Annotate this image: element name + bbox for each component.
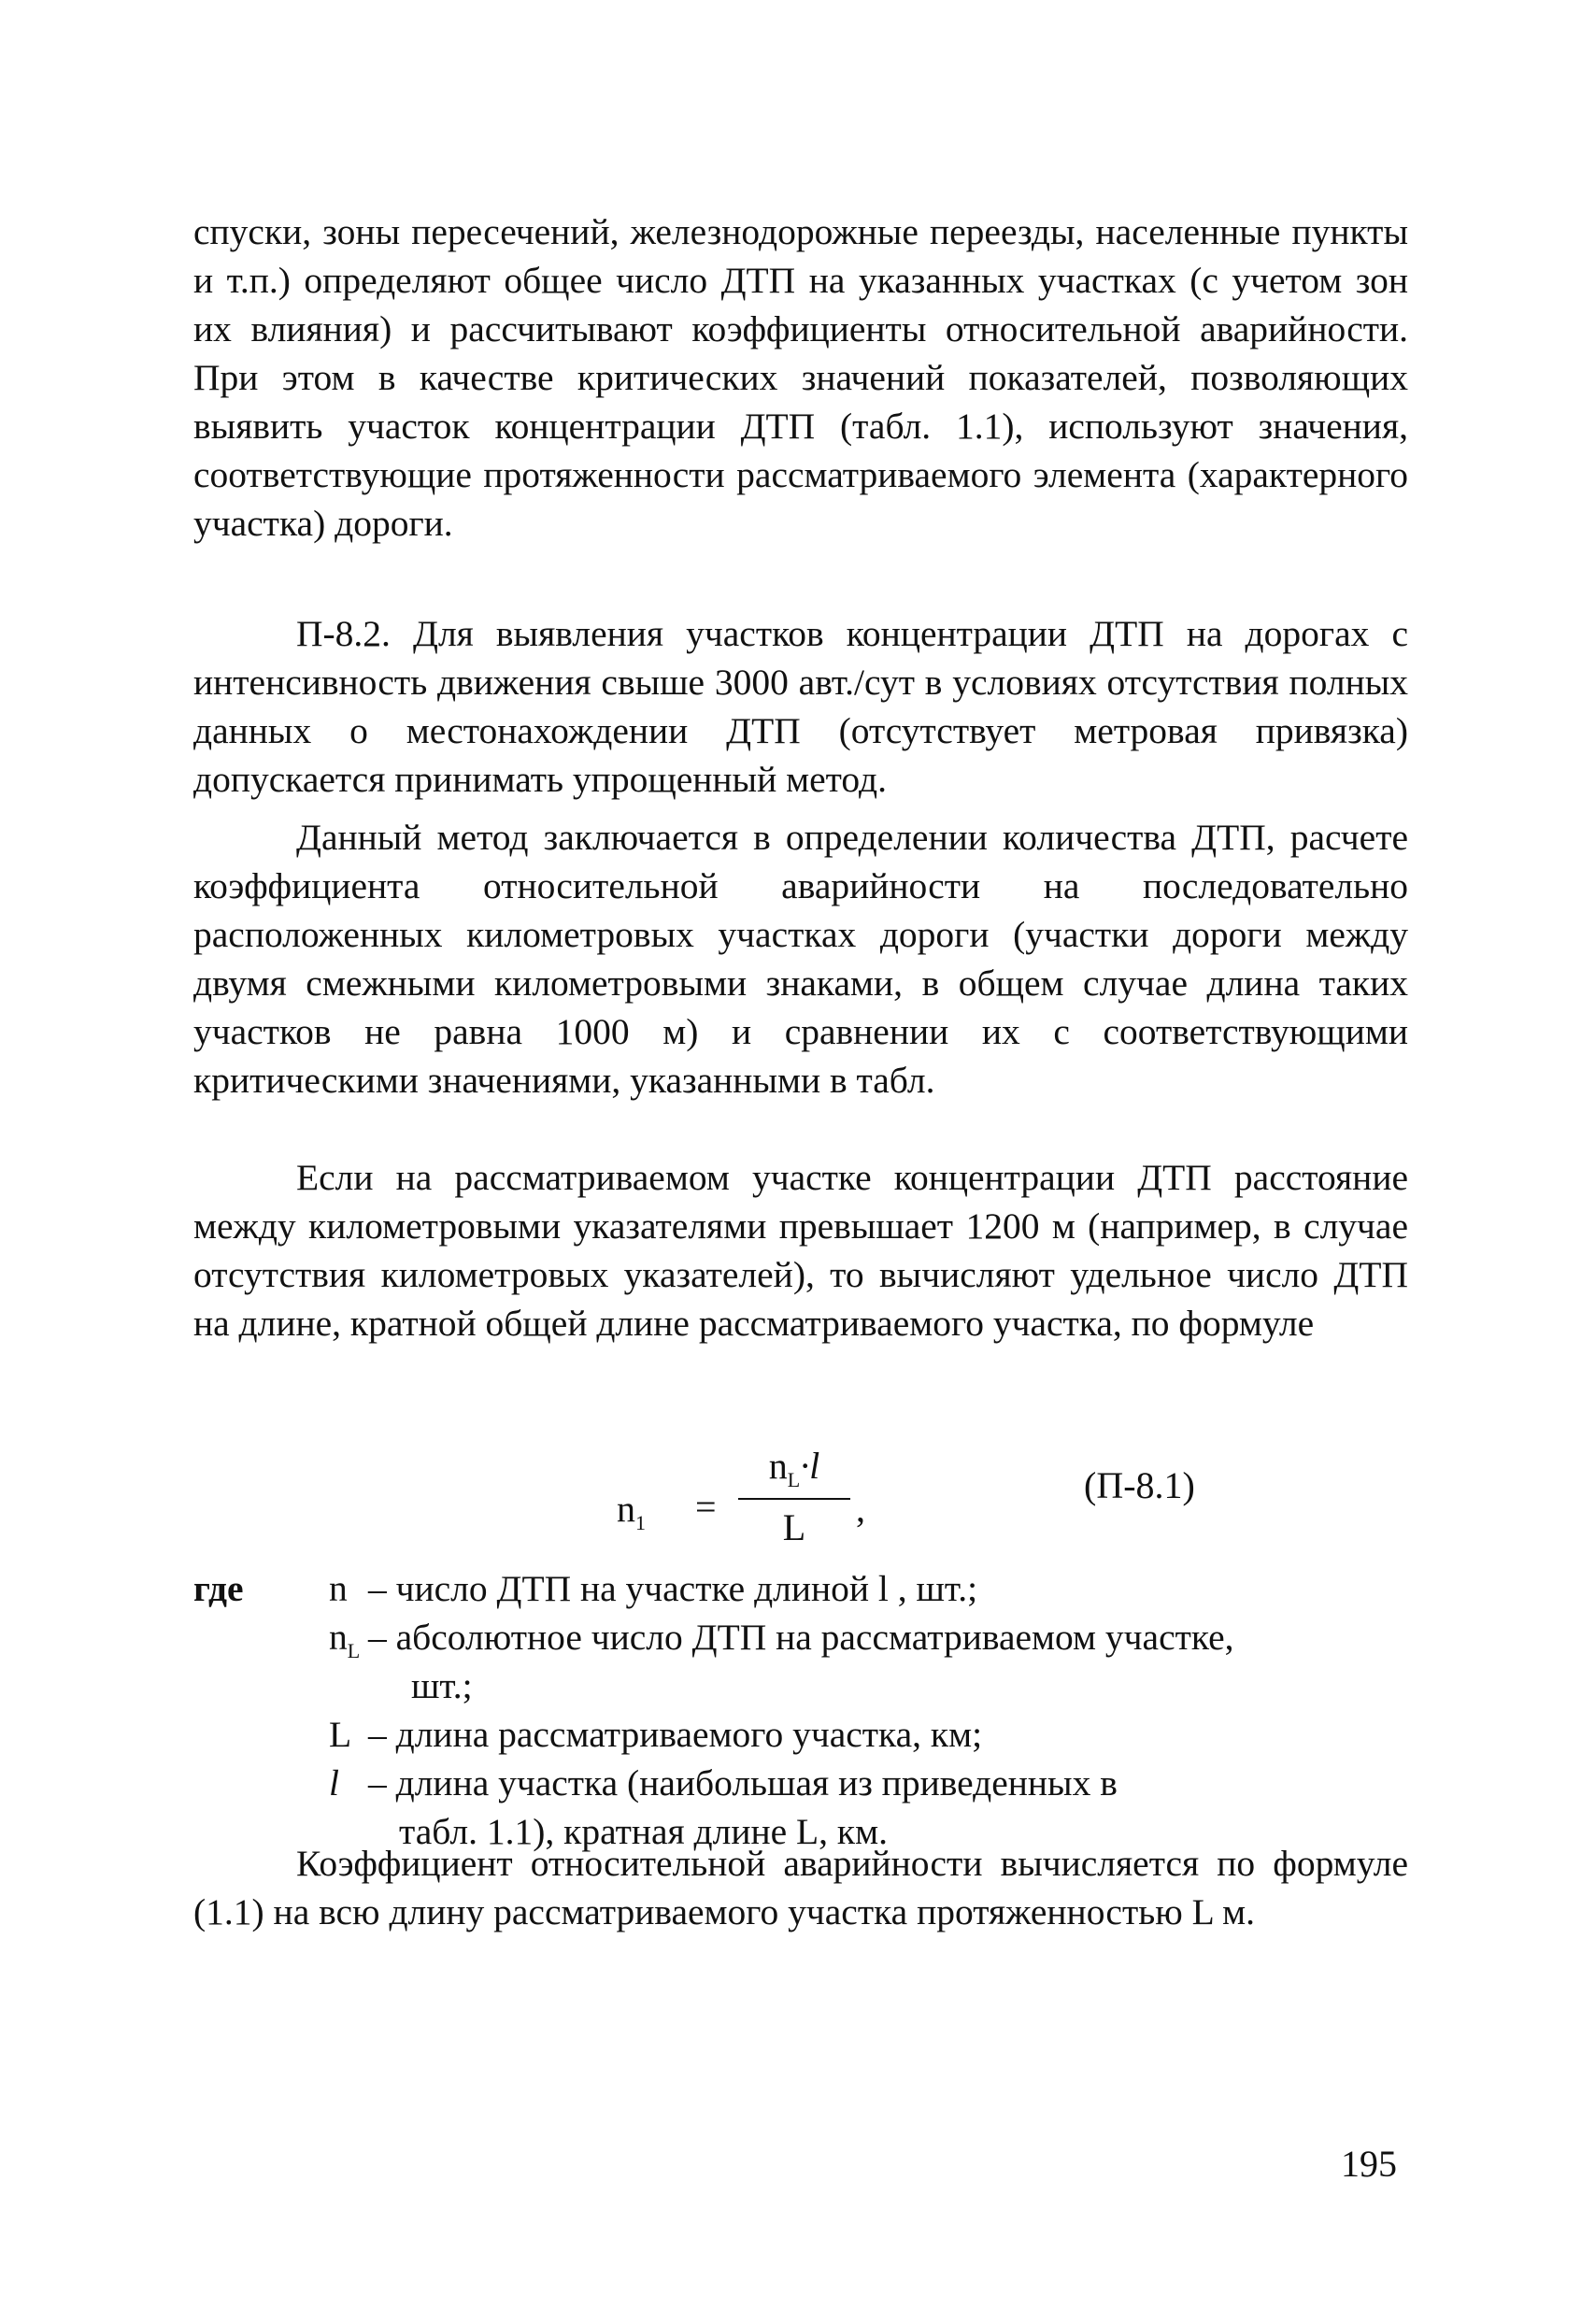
legend-symbol (329, 1613, 368, 1675)
legend-row-continuation: табл. 1.1), кратная длине L, км. (399, 1811, 888, 1852)
page-number: 195 (1341, 2143, 1397, 2185)
formula-denominator: L (782, 1506, 806, 1548)
paragraph-p-8-2 (193, 609, 1408, 804)
legend-description: – число ДТП на участке длиной l , шт.; (368, 1568, 978, 1609)
legend-row-l (329, 1759, 1118, 1807)
paragraph-text: П-8.2. Для выявления участков концентрации ДТП на дорогах с интенсивность движения свыше 3000 авт./сут в условиях отсутствия полных данных о местонахождении ДТП (отсутствует метровая привязка) допускается принимать упрощенный метод. (193, 613, 1408, 800)
formula-equals: = (695, 1486, 717, 1528)
formula-num-rest: ·l (800, 1445, 820, 1487)
legend-row-n (329, 1564, 977, 1613)
paragraph-method-description (193, 813, 1408, 1105)
paragraph-formula-intro (193, 1153, 1408, 1347)
paragraph-continuation (193, 207, 1408, 548)
formula-num-symbol: n (768, 1445, 788, 1487)
paragraph-text: Коэффициент относительной аварийности вычисляется по формуле (1.1) на всю длину рассматриваемого участка протяженностью L м. (193, 1843, 1408, 1932)
formula-comma: , (856, 1488, 865, 1530)
legend-description: – абсолютное число ДТП на рассматриваемом участке, (368, 1617, 1234, 1658)
legend-description: – длина участка (наибольшая из приведенных в (368, 1762, 1118, 1804)
formula-num-subscript: L (787, 1468, 801, 1491)
formula-numerator (738, 1444, 850, 1492)
formula-p-8-1 (607, 1444, 906, 1565)
legend-description: – длина рассматриваемого участка, км; (368, 1714, 983, 1755)
legend-row-continuation: шт.; (411, 1665, 473, 1706)
formula-lhs-symbol: n (617, 1488, 635, 1530)
legend-symbol-subscript: L (347, 1638, 361, 1662)
legend-symbol: l (329, 1762, 339, 1804)
formula-number: (П-8.1) (1084, 1464, 1195, 1506)
legend-row-L (329, 1710, 982, 1759)
paragraph-final (193, 1839, 1408, 1936)
legend-symbol-letter: n (329, 1617, 348, 1658)
legend-symbol: L (329, 1714, 352, 1755)
paragraph-text: Если на рассматриваемом участке концентрации ДТП расстояние между километровыми указателями превышает 1200 м (например, в случае отсутствия километровых указателей), то вычисляют удельное число ДТП на длине, кратной общей длине рассматриваемого участка, по формуле (193, 1157, 1408, 1344)
fraction-bar (738, 1498, 850, 1500)
legend-symbol: n (329, 1568, 348, 1609)
formula-lhs (617, 1487, 646, 1535)
legend-where-label: где (193, 1568, 244, 1609)
paragraph-text: спуски, зоны пересечений, железнодорожные переезды, населенные пункты и т.п.) определяют общее число ДТП на указанных участках (с учетом зон их влияния) и рассчитывают коэффициенты относительной аварийности. При этом в качестве критических значений показателей, позволяющих выявить участок концентрации ДТП (табл. 1.1), используют значения, соответствующие протяженности рассматриваемого элемента (характерного участка) дороги. (193, 211, 1408, 544)
formula-lhs-subscript: 1 (635, 1511, 646, 1534)
paragraph-text: Данный метод заключается в определении количества ДТП, расчете коэффициента относительной аварийности на последовательно расположенных километровых участках дороги (участки дороги между двумя смежными километровыми знаками, в общем случае длина таких участков не равна 1000 м) и сравнении их с соответствующими критическими значениями, указанными в табл. (193, 817, 1408, 1101)
